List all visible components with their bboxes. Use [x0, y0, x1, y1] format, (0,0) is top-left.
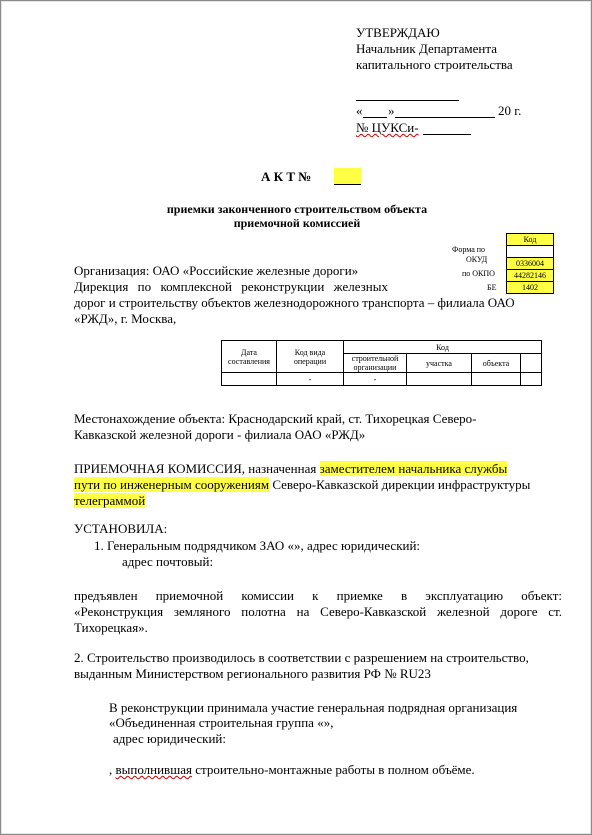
act-title: А К Т №	[261, 169, 312, 184]
grid-object-header: объекта	[472, 354, 521, 373]
established-item-1-address: адрес почтовый:	[122, 554, 214, 569]
established-item-1: 1. Генеральным подрядчиком ЗАО «», адрес юридический:	[94, 538, 421, 553]
grid-org-header	[344, 354, 407, 373]
grid-date-header-1: Дата	[241, 347, 257, 357]
grid-object-cell	[472, 373, 521, 386]
commission-line-1	[74, 461, 507, 476]
org-word-5: железных	[333, 279, 388, 294]
participant-line-2: «Объединенная строительная группа «»,	[109, 715, 334, 730]
commission-line-2	[74, 477, 530, 492]
approval-number-text: № ЦУКСи-	[356, 120, 419, 135]
grid-extra-header	[521, 354, 542, 373]
date-day-line	[363, 117, 387, 118]
grid-org-header-2: организации	[353, 363, 397, 372]
location-line-1: Местонахождение объекта: Краснодарский край, ст. Тихорецкая Северо-	[74, 411, 477, 426]
presented-line-1-text: предъявлен приемочной комиссии к приемке в эксплуатацию объект:	[74, 588, 562, 603]
grid-extra-cell	[521, 373, 542, 386]
grid-code-header: Код	[344, 341, 542, 354]
commission-appointee-2: пути по инженерным сооружениям	[74, 477, 270, 492]
final-line	[109, 762, 475, 777]
participant-line-3: адрес юридический:	[113, 731, 226, 746]
be-value: 1402	[507, 282, 554, 294]
approval-number	[356, 120, 419, 135]
date-month-line	[395, 117, 495, 118]
commission-text-2: Северо-Кавказской дирекции инфраструктуры	[269, 477, 531, 492]
org-word-2: по	[137, 279, 152, 294]
okpo-value: 44282146	[507, 270, 554, 282]
org-line-4: «РЖД», г. Москва,	[74, 311, 177, 326]
signature-line	[356, 100, 459, 101]
okud-label-1: Форма по	[452, 245, 486, 254]
org-line-1: Организация: ОАО «Российские железные дороги»	[74, 263, 359, 278]
commission-appointee-1: заместителем начальника службы	[319, 461, 508, 476]
commission-text-1: ПРИЕМОЧНАЯ КОМИССИЯ, назначенная	[74, 461, 320, 476]
grid-section-cell	[407, 373, 472, 386]
established-heading: УСТАНОВИЛА:	[74, 521, 168, 536]
codes-table	[506, 233, 554, 294]
grid-op-header	[277, 341, 344, 373]
details-table	[221, 340, 542, 386]
grid-date-cell	[222, 373, 277, 386]
approval-position-2: капитального строительства	[356, 57, 513, 72]
org-line-3: дорог и строительству объектов железнодорожного транспорта – филиала ОАО	[74, 295, 515, 310]
approval-heading: УТВЕРЖДАЮ	[356, 25, 440, 40]
presented-line-3: Тихорецкая».	[74, 620, 148, 635]
commission-telegram: телеграммой	[74, 493, 146, 508]
org-word-1: Дирекция	[74, 279, 129, 294]
org-word-4: реконструкции	[241, 279, 325, 294]
approval-date-open: «	[356, 103, 363, 118]
presented-line-2-text: «Реконструкция земляного полотна на Северо-Кавказской железной дороге ст.	[74, 604, 562, 619]
okud-label-2: ОКУД	[466, 255, 488, 264]
participant-line-1: В реконструкции принимала участие генеральная подрядная организация	[109, 700, 518, 715]
grid-section-header: участка	[407, 354, 472, 373]
okud-value: 0336004	[507, 258, 554, 270]
final-rest: строительно-монтажные работы в полном объёме.	[191, 762, 475, 777]
commission-line-3	[74, 493, 145, 508]
org-line-2	[74, 279, 388, 294]
act-subtitle-1: приемки законченного строительством объекта	[166, 202, 428, 216]
grid-op-header-1: Код вида	[294, 347, 326, 357]
approval-date-close: »	[388, 103, 395, 118]
act-number-field	[334, 168, 361, 185]
presented-line-2	[74, 604, 562, 619]
grid-date-header-2: составления	[228, 356, 270, 366]
presented-line-1	[74, 588, 562, 603]
location-line-2: Кавказской железной дороги - филиала ОАО «РЖД»	[74, 427, 366, 442]
codes-header: Код	[507, 234, 554, 246]
approval-position-1: Начальник Департамента	[356, 41, 497, 56]
approval-year: 20 г.	[498, 103, 522, 118]
grid-org-cell: -	[344, 373, 407, 386]
grid-date-header	[222, 341, 277, 373]
org-word-3: комплексной	[160, 279, 232, 294]
grid-op-header-2: операции	[293, 356, 327, 366]
item-2-line-2: выданным Министерством регионального развития РФ № RU23	[74, 666, 431, 681]
final-verb: выполнившая	[115, 762, 192, 777]
item-2-line-1: 2. Строительство производилось в соответствии с разрешением на строительство,	[74, 650, 529, 665]
grid-org-header-1: строительной	[351, 354, 399, 363]
okpo-label: по ОКПО	[462, 269, 495, 278]
act-subtitle-2: приемочной комиссией	[233, 216, 361, 230]
codes-blank	[507, 246, 554, 258]
approval-number-line	[423, 134, 471, 135]
be-label: БЕ	[487, 283, 497, 292]
final-prefix: ,	[109, 762, 116, 777]
grid-op-cell: -	[277, 373, 344, 386]
